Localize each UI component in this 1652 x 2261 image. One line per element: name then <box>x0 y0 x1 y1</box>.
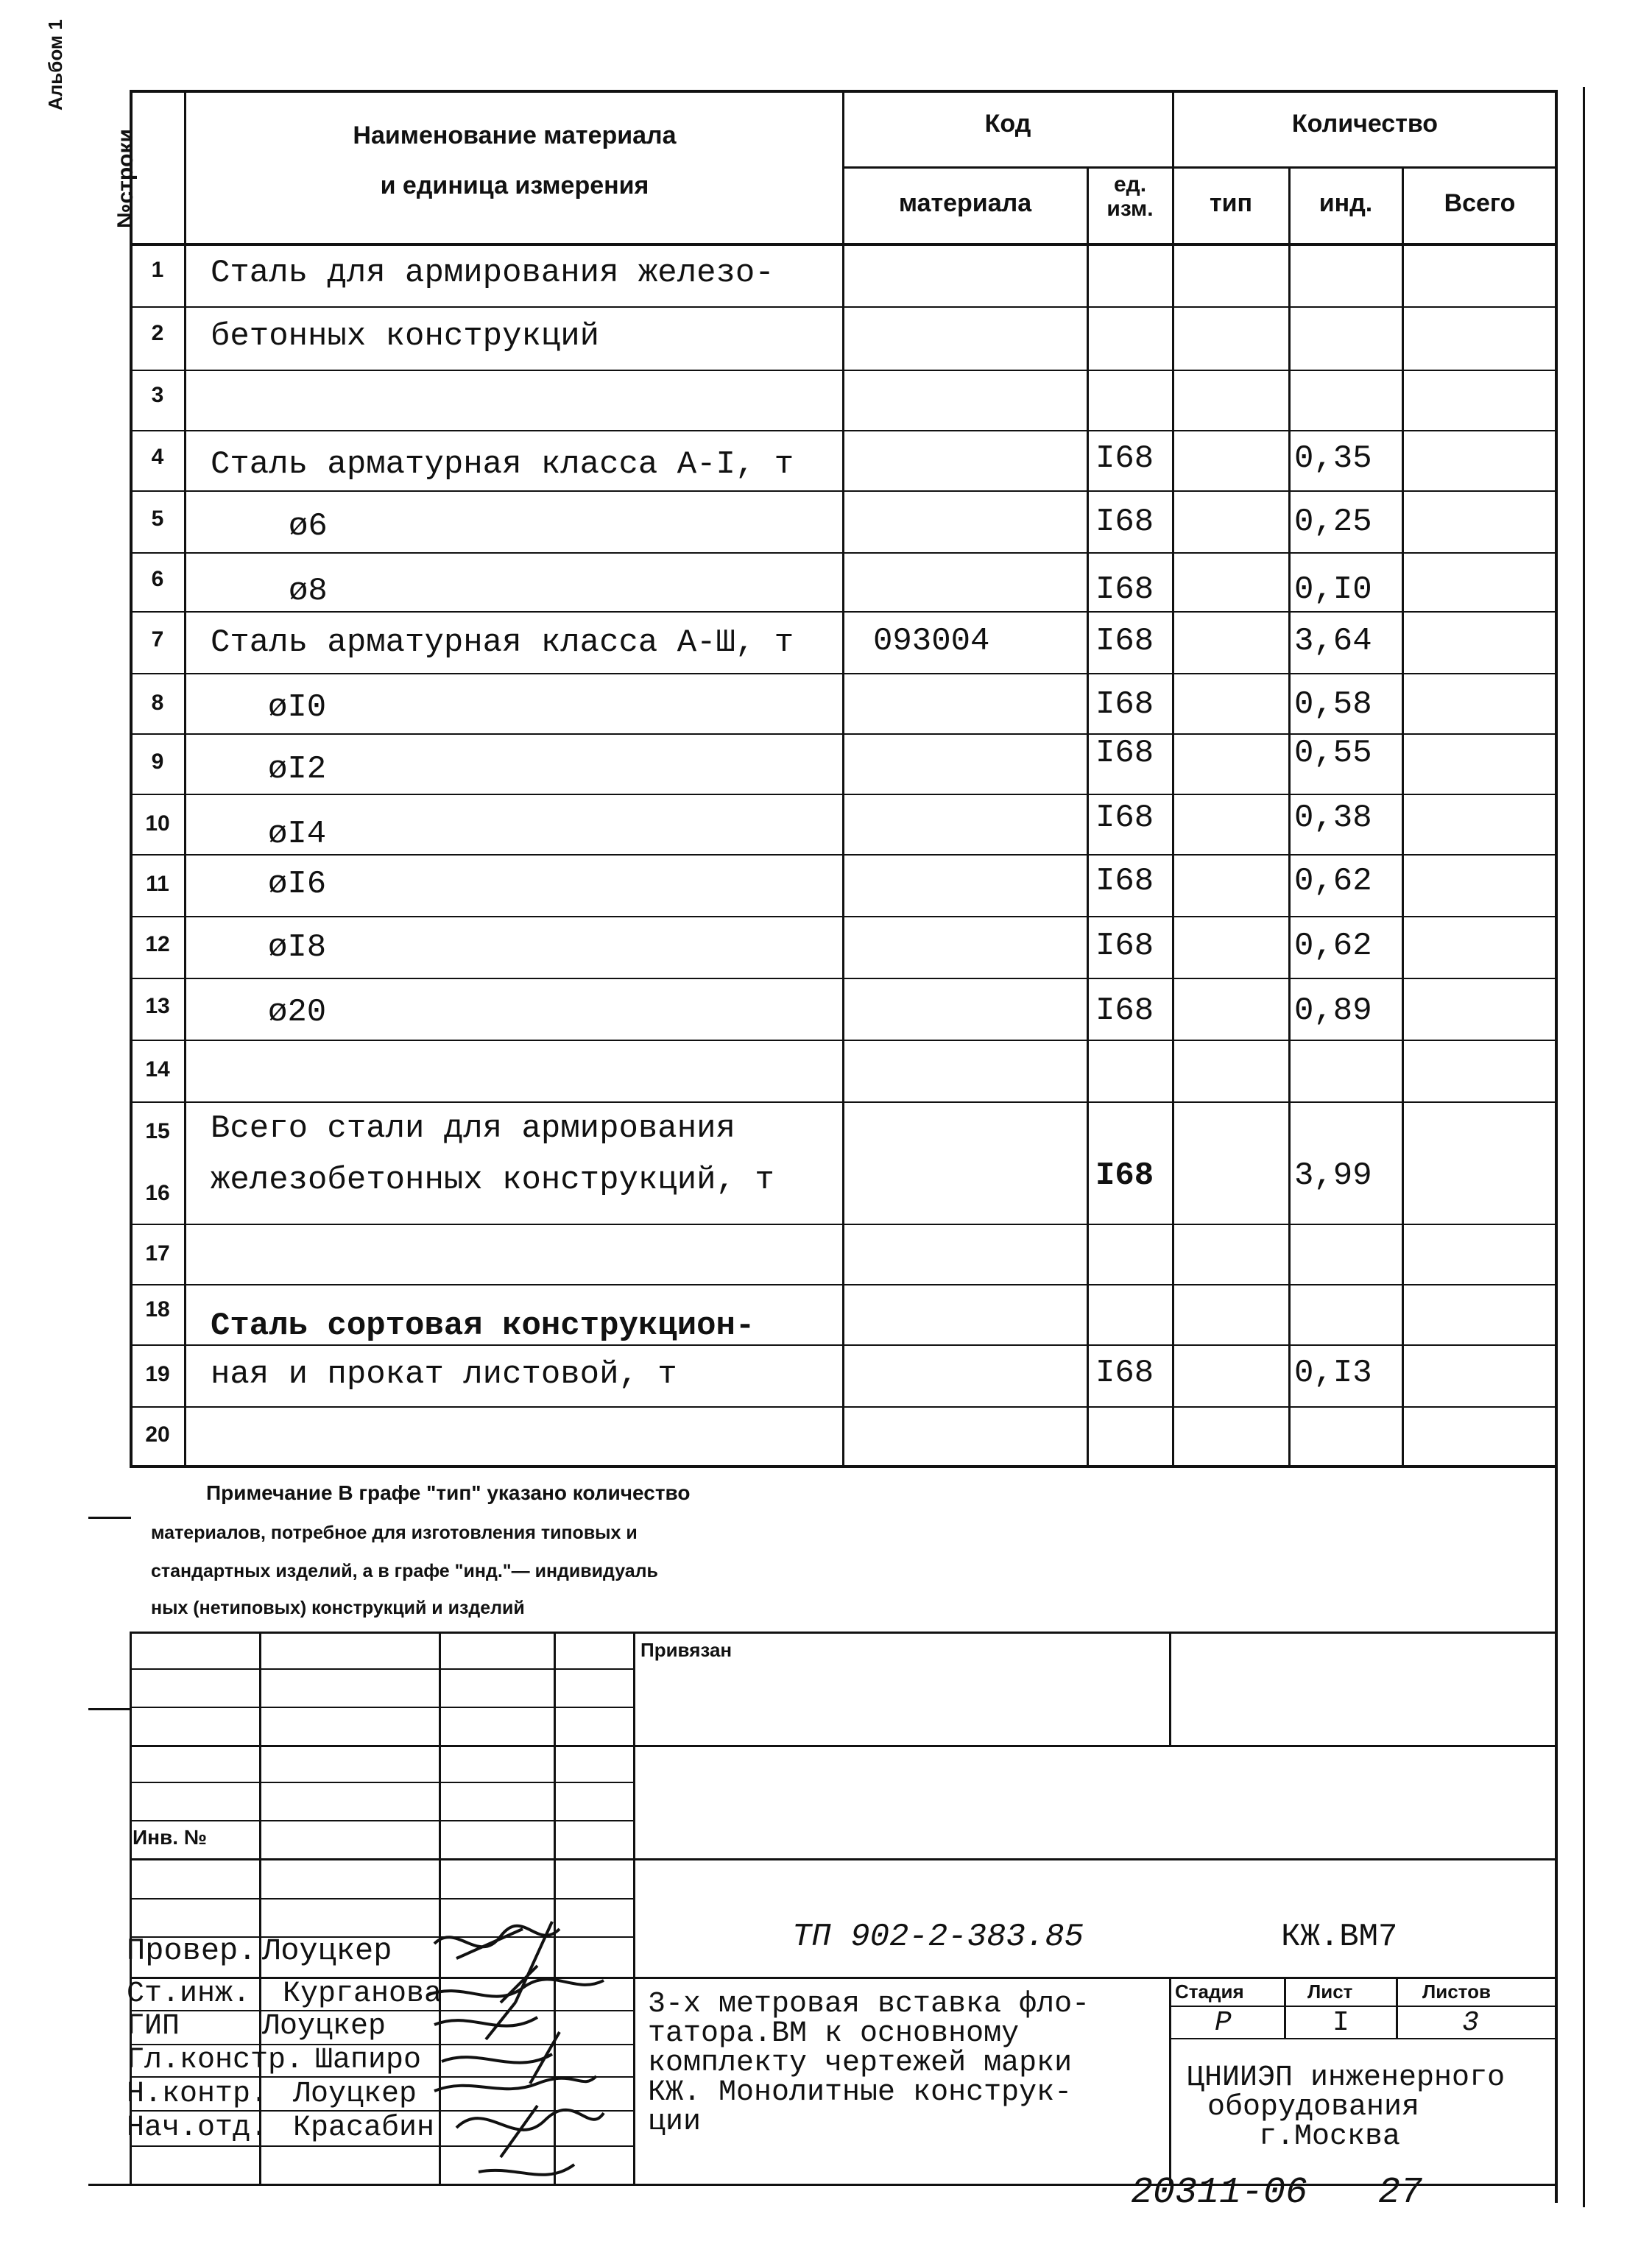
row-name: Сталь арматурная класса А-I, т <box>211 446 794 483</box>
row-number: 19 <box>145 1362 170 1386</box>
row-ind: 0,58 <box>1294 686 1372 723</box>
row-name: Всего стали для армирования <box>211 1110 735 1147</box>
row-ind: 0,55 <box>1294 735 1372 772</box>
role: Провер. <box>127 1933 257 1969</box>
header-total: Всего <box>1444 189 1516 217</box>
person-name: Лоуцкер <box>262 1933 392 1969</box>
role: ГИП <box>127 2010 180 2043</box>
title-line: 3-х метровая вставка фло- <box>648 1988 1090 2021</box>
row-unit: I68 <box>1095 928 1154 964</box>
row-number: 9 <box>151 749 164 774</box>
person-name: Красабин <box>293 2112 435 2145</box>
person-name: Лоуцкер <box>262 2010 386 2043</box>
row-name: Сталь сортовая конструкцион- <box>211 1308 755 1344</box>
header-unit-line2: изм. <box>1106 197 1154 221</box>
row-number: 10 <box>145 811 170 836</box>
title-line: татора.ВМ к основному <box>648 2017 1020 2050</box>
privyazan-label: Привязан <box>640 1639 733 1661</box>
row-name: øI0 <box>268 689 327 726</box>
row-ind: 0,89 <box>1294 992 1372 1029</box>
header-type: тип <box>1209 189 1253 217</box>
note-line: Примечание В графе "тип" указано количество <box>206 1481 691 1504</box>
row-unit: I68 <box>1095 735 1154 772</box>
row-unit: I68 <box>1095 1157 1154 1194</box>
note-line: ных (нетиповых) конструкций и изделий <box>151 1598 525 1618</box>
row-name: ø20 <box>268 994 327 1031</box>
stage-label: Стадия <box>1175 1980 1244 2003</box>
row-number: 3 <box>151 383 164 407</box>
page-number: 27 <box>1378 2172 1423 2214</box>
role: Ст.инж. <box>127 1978 251 2011</box>
row-number: 7 <box>151 627 164 652</box>
row-ind: 0,I0 <box>1294 571 1372 608</box>
row-number: 2 <box>151 321 164 345</box>
row-name: ø6 <box>289 508 328 545</box>
row-number: 5 <box>151 507 164 531</box>
row-unit: I68 <box>1095 504 1154 540</box>
row-ind: 0,38 <box>1294 800 1372 836</box>
row-unit: I68 <box>1095 571 1154 608</box>
row-ind: 3,64 <box>1294 623 1372 660</box>
row-name: бетонных конструкций <box>211 318 600 355</box>
note-line: стандартных изделий, а в графе "инд."— индивидуаль <box>151 1561 658 1581</box>
row-ind: 0,35 <box>1294 440 1372 477</box>
row-name: железобетонных конструкций, т <box>211 1162 774 1199</box>
header-row-number: №строки <box>113 129 138 228</box>
row-ind: 0,25 <box>1294 504 1372 540</box>
row-unit: I68 <box>1095 1355 1154 1391</box>
header-material: материала <box>898 189 1032 217</box>
sheets-value: 3 <box>1462 2007 1479 2039</box>
row-number: 4 <box>151 445 164 469</box>
row-code: 093004 <box>873 623 990 660</box>
person-name: Шапиро <box>315 2044 422 2077</box>
row-number: 14 <box>145 1057 170 1082</box>
row-number: 15 <box>145 1119 170 1143</box>
header-code: Код <box>984 110 1031 138</box>
row-ind: 0,I3 <box>1294 1355 1372 1391</box>
row-number: 17 <box>145 1241 170 1266</box>
person-name: Курганова <box>283 1978 442 2011</box>
row-name: Сталь для армирования железо- <box>211 255 774 292</box>
role: Н.контр. <box>127 2078 269 2111</box>
row-name: Сталь арматурная класса А-Ш, т <box>211 624 794 661</box>
row-unit: I68 <box>1095 800 1154 836</box>
org-line: г.Москва <box>1259 2120 1401 2154</box>
side-label: Альбом 1 <box>44 19 66 110</box>
signature-scribbles <box>412 1914 648 2223</box>
row-unit: I68 <box>1095 992 1154 1029</box>
row-name: ø8 <box>289 573 328 610</box>
row-number: 13 <box>145 994 170 1018</box>
row-number: 12 <box>145 932 170 956</box>
role: Гл.констр. <box>127 2044 304 2077</box>
row-name: øI6 <box>268 866 327 903</box>
header-name-line1: Наименование материала <box>353 121 677 149</box>
footer-number: 20311-06 <box>1131 2172 1308 2214</box>
header-name-line2: и единица измерения <box>380 172 649 200</box>
row-number: 16 <box>145 1181 170 1205</box>
row-name: øI4 <box>268 816 327 853</box>
row-number: 6 <box>151 567 164 591</box>
row-name: øI2 <box>268 751 327 788</box>
row-number: 20 <box>145 1422 170 1447</box>
row-ind: 0,62 <box>1294 863 1372 900</box>
row-number: 8 <box>151 691 164 715</box>
person-name: Лоуцкер <box>293 2078 417 2111</box>
row-unit: I68 <box>1095 863 1154 900</box>
header-unit <box>1088 172 1172 221</box>
row-unit: I68 <box>1095 686 1154 723</box>
row-ind: 0,62 <box>1294 928 1372 964</box>
note-line: материалов, потребное для изготовления типовых и <box>151 1523 638 1543</box>
row-name: øI8 <box>268 929 327 966</box>
row-ind: 3,99 <box>1294 1157 1372 1194</box>
drawing-mark: КЖ.ВМ7 <box>1281 1919 1398 1955</box>
document-code: ТП 902-2-383.85 <box>792 1919 1084 1955</box>
header-quantity: Количество <box>1291 110 1439 138</box>
sheets-label: Листов <box>1422 1980 1491 2003</box>
inventory-number-label: Инв. № <box>133 1826 208 1849</box>
org-line: ЦНИИЭП инженерного <box>1187 2061 1505 2095</box>
title-line: комплекту чертежей марки <box>648 2047 1073 2080</box>
row-unit: I68 <box>1095 440 1154 477</box>
stage-value: Р <box>1215 2007 1232 2039</box>
row-number: 1 <box>151 258 164 282</box>
row-number: 11 <box>146 872 169 896</box>
row-number: 18 <box>145 1297 170 1322</box>
role: Нач.отд. <box>127 2112 269 2145</box>
row-unit: I68 <box>1095 623 1154 660</box>
header-unit-line1: ед. <box>1113 172 1147 197</box>
header-ind: инд. <box>1319 189 1373 217</box>
org-line: оборудования <box>1207 2091 1420 2124</box>
row-name: ная и прокат листовой, т <box>211 1356 677 1393</box>
title-line: КЖ. Монолитные конструк- <box>648 2076 1073 2109</box>
sheet-label: Лист <box>1307 1980 1353 2003</box>
title-line: ции <box>648 2106 702 2139</box>
sheet-value: I <box>1332 2007 1349 2039</box>
